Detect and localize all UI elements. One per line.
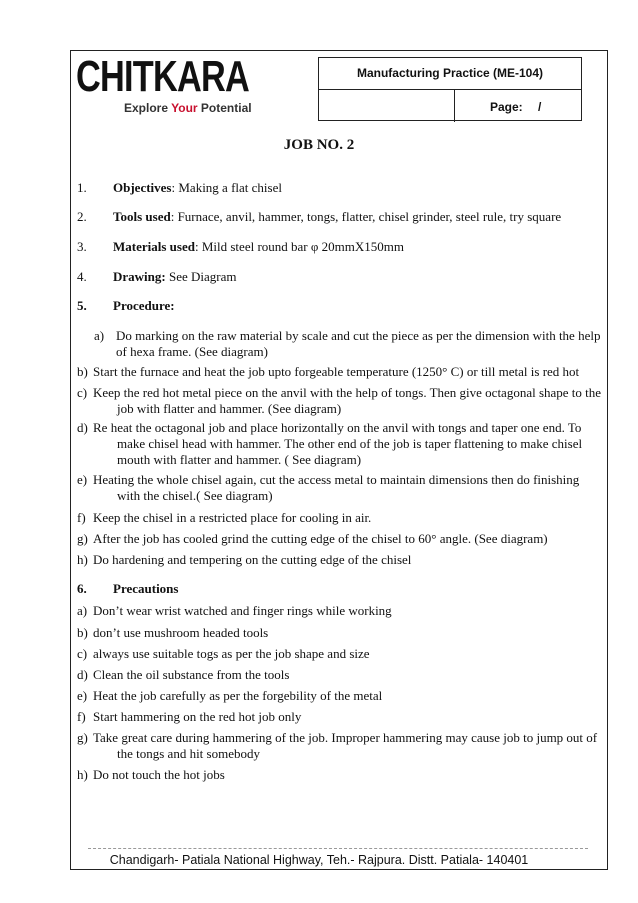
step-line: make chisel head with hammer. The other end of the job is taper flattening to make chisel bbox=[117, 436, 583, 451]
precaution-item bbox=[77, 603, 602, 619]
procedure-step bbox=[77, 552, 602, 568]
step-letter: a) bbox=[77, 603, 88, 618]
item-number: 1. bbox=[77, 180, 87, 195]
item-label: Procedure: bbox=[113, 298, 175, 313]
page-label: Page: bbox=[490, 100, 523, 114]
item-label: Precautions bbox=[113, 581, 179, 596]
precaution-item bbox=[77, 667, 602, 683]
item-number: 6. bbox=[77, 581, 87, 596]
step-line: of hexa frame. (See diagram) bbox=[116, 344, 268, 359]
step-letter: h) bbox=[77, 767, 88, 782]
step-letter: c) bbox=[77, 385, 88, 400]
procedure-step bbox=[77, 420, 602, 468]
item-number: 4. bbox=[77, 269, 87, 284]
item-number: 2. bbox=[77, 209, 87, 224]
step-line: with the chisel.( See diagram) bbox=[117, 488, 273, 503]
logo-tagline bbox=[124, 101, 252, 115]
footer-address: Chandigarh- Patiala National Highway, Teh.- Rajpura. Distt. Patiala- 140401 bbox=[109, 853, 529, 867]
step-line: don’t use mushroom headed tools bbox=[93, 625, 269, 640]
precaution-item bbox=[77, 709, 602, 725]
step-line: Heating the whole chisel again, cut the access metal to maintain dimensions then do finishing bbox=[93, 472, 580, 487]
item-label: Drawing: bbox=[113, 269, 166, 284]
header-page-row bbox=[319, 90, 581, 122]
step-line: Do not touch the hot jobs bbox=[93, 767, 225, 782]
step-letter: e) bbox=[77, 472, 88, 487]
step-line: Keep the red hot metal piece on the anvil with the help of tongs. Then give octagonal shape to the bbox=[93, 385, 602, 400]
item-number: 3. bbox=[77, 239, 87, 254]
precaution-item bbox=[77, 730, 602, 762]
step-line: mouth with flatter and hammer. ( See diagram) bbox=[117, 452, 362, 467]
step-line: Take great care during hammering of the job. Improper hammering may cause job to jump out of bbox=[93, 730, 598, 745]
step-letter: h) bbox=[77, 552, 88, 567]
step-line: Start the furnace and heat the job upto forgeable temperature (1250° C) or till metal is red hot bbox=[93, 364, 580, 379]
logo-tag-prefix: Explore bbox=[124, 101, 172, 115]
item-sep: : bbox=[194, 239, 202, 254]
step-letter: d) bbox=[77, 667, 88, 682]
precaution-item bbox=[77, 646, 602, 662]
procedure-step bbox=[77, 364, 602, 380]
item-label: Objectives bbox=[113, 180, 172, 195]
step-letter: e) bbox=[77, 688, 88, 703]
procedure-step bbox=[77, 531, 602, 547]
step-letter: g) bbox=[77, 531, 88, 546]
job-title: JOB NO. 2 bbox=[283, 137, 355, 153]
logo-tag-accent: Your bbox=[171, 101, 198, 115]
footer-divider bbox=[88, 848, 588, 849]
logo-wordmark: CHITKARA bbox=[76, 52, 249, 101]
step-letter: c) bbox=[77, 646, 88, 661]
item-sep: : bbox=[171, 180, 179, 195]
course-title: Manufacturing Practice (ME-104) bbox=[319, 58, 581, 90]
item-text: Mild steel round bar φ 20mmX150mm bbox=[201, 239, 404, 254]
step-line: Re heat the octagonal job and place horizontally on the anvil with tongs and taper one end. To bbox=[93, 420, 582, 435]
item-text: Furnace, anvil, hammer, tongs, flatter, chisel grinder, steel rule, try square bbox=[177, 209, 562, 224]
step-line: Heat the job carefully as per the forgebility of the metal bbox=[93, 688, 383, 703]
step-letter: a) bbox=[94, 328, 105, 343]
page-number-cell bbox=[454, 90, 583, 122]
procedure-step bbox=[77, 472, 602, 504]
step-line: After the job has cooled grind the cutting edge of the chisel to 60° angle. (See diagram) bbox=[93, 531, 548, 546]
step-line: Start hammering on the red hot job only bbox=[93, 709, 302, 724]
header-table bbox=[318, 57, 582, 121]
precaution-item bbox=[77, 688, 602, 704]
procedure-step bbox=[77, 510, 602, 526]
item-number: 5. bbox=[77, 298, 87, 313]
page-slash: / bbox=[538, 100, 542, 114]
step-letter: b) bbox=[77, 625, 88, 640]
step-line: Do marking on the raw material by scale and cut the piece as per the dimension with the help bbox=[116, 328, 601, 343]
procedure-step bbox=[94, 328, 602, 360]
logo-tag-suffix: Potential bbox=[197, 101, 252, 115]
step-line: Do hardening and tempering on the cutting edge of the chisel bbox=[93, 552, 412, 567]
step-letter: f) bbox=[77, 709, 86, 724]
step-line: Keep the chisel in a restricted place for cooling in air. bbox=[93, 510, 372, 525]
step-letter: d) bbox=[77, 420, 88, 435]
step-line: always use suitable togs as per the job shape and size bbox=[93, 646, 370, 661]
item-text: Making a flat chisel bbox=[178, 180, 282, 195]
procedure-step bbox=[77, 385, 602, 417]
step-letter: b) bbox=[77, 364, 88, 379]
step-letter: g) bbox=[77, 730, 88, 745]
step-letter: f) bbox=[77, 510, 86, 525]
step-line: Don’t wear wrist watched and finger rings while working bbox=[93, 603, 392, 618]
step-line: Clean the oil substance from the tools bbox=[93, 667, 290, 682]
item-text: See Diagram bbox=[168, 269, 237, 284]
item-label: Materials used bbox=[113, 239, 195, 254]
item-label: Tools used bbox=[113, 209, 171, 224]
chitkara-logo bbox=[76, 52, 298, 115]
step-line: the tongs and hit somebody bbox=[117, 746, 260, 761]
step-line: job with flatter and hammer. (See diagram) bbox=[117, 401, 342, 416]
precaution-item bbox=[77, 625, 602, 641]
precaution-item bbox=[77, 767, 602, 783]
item-sep: : bbox=[170, 209, 178, 224]
